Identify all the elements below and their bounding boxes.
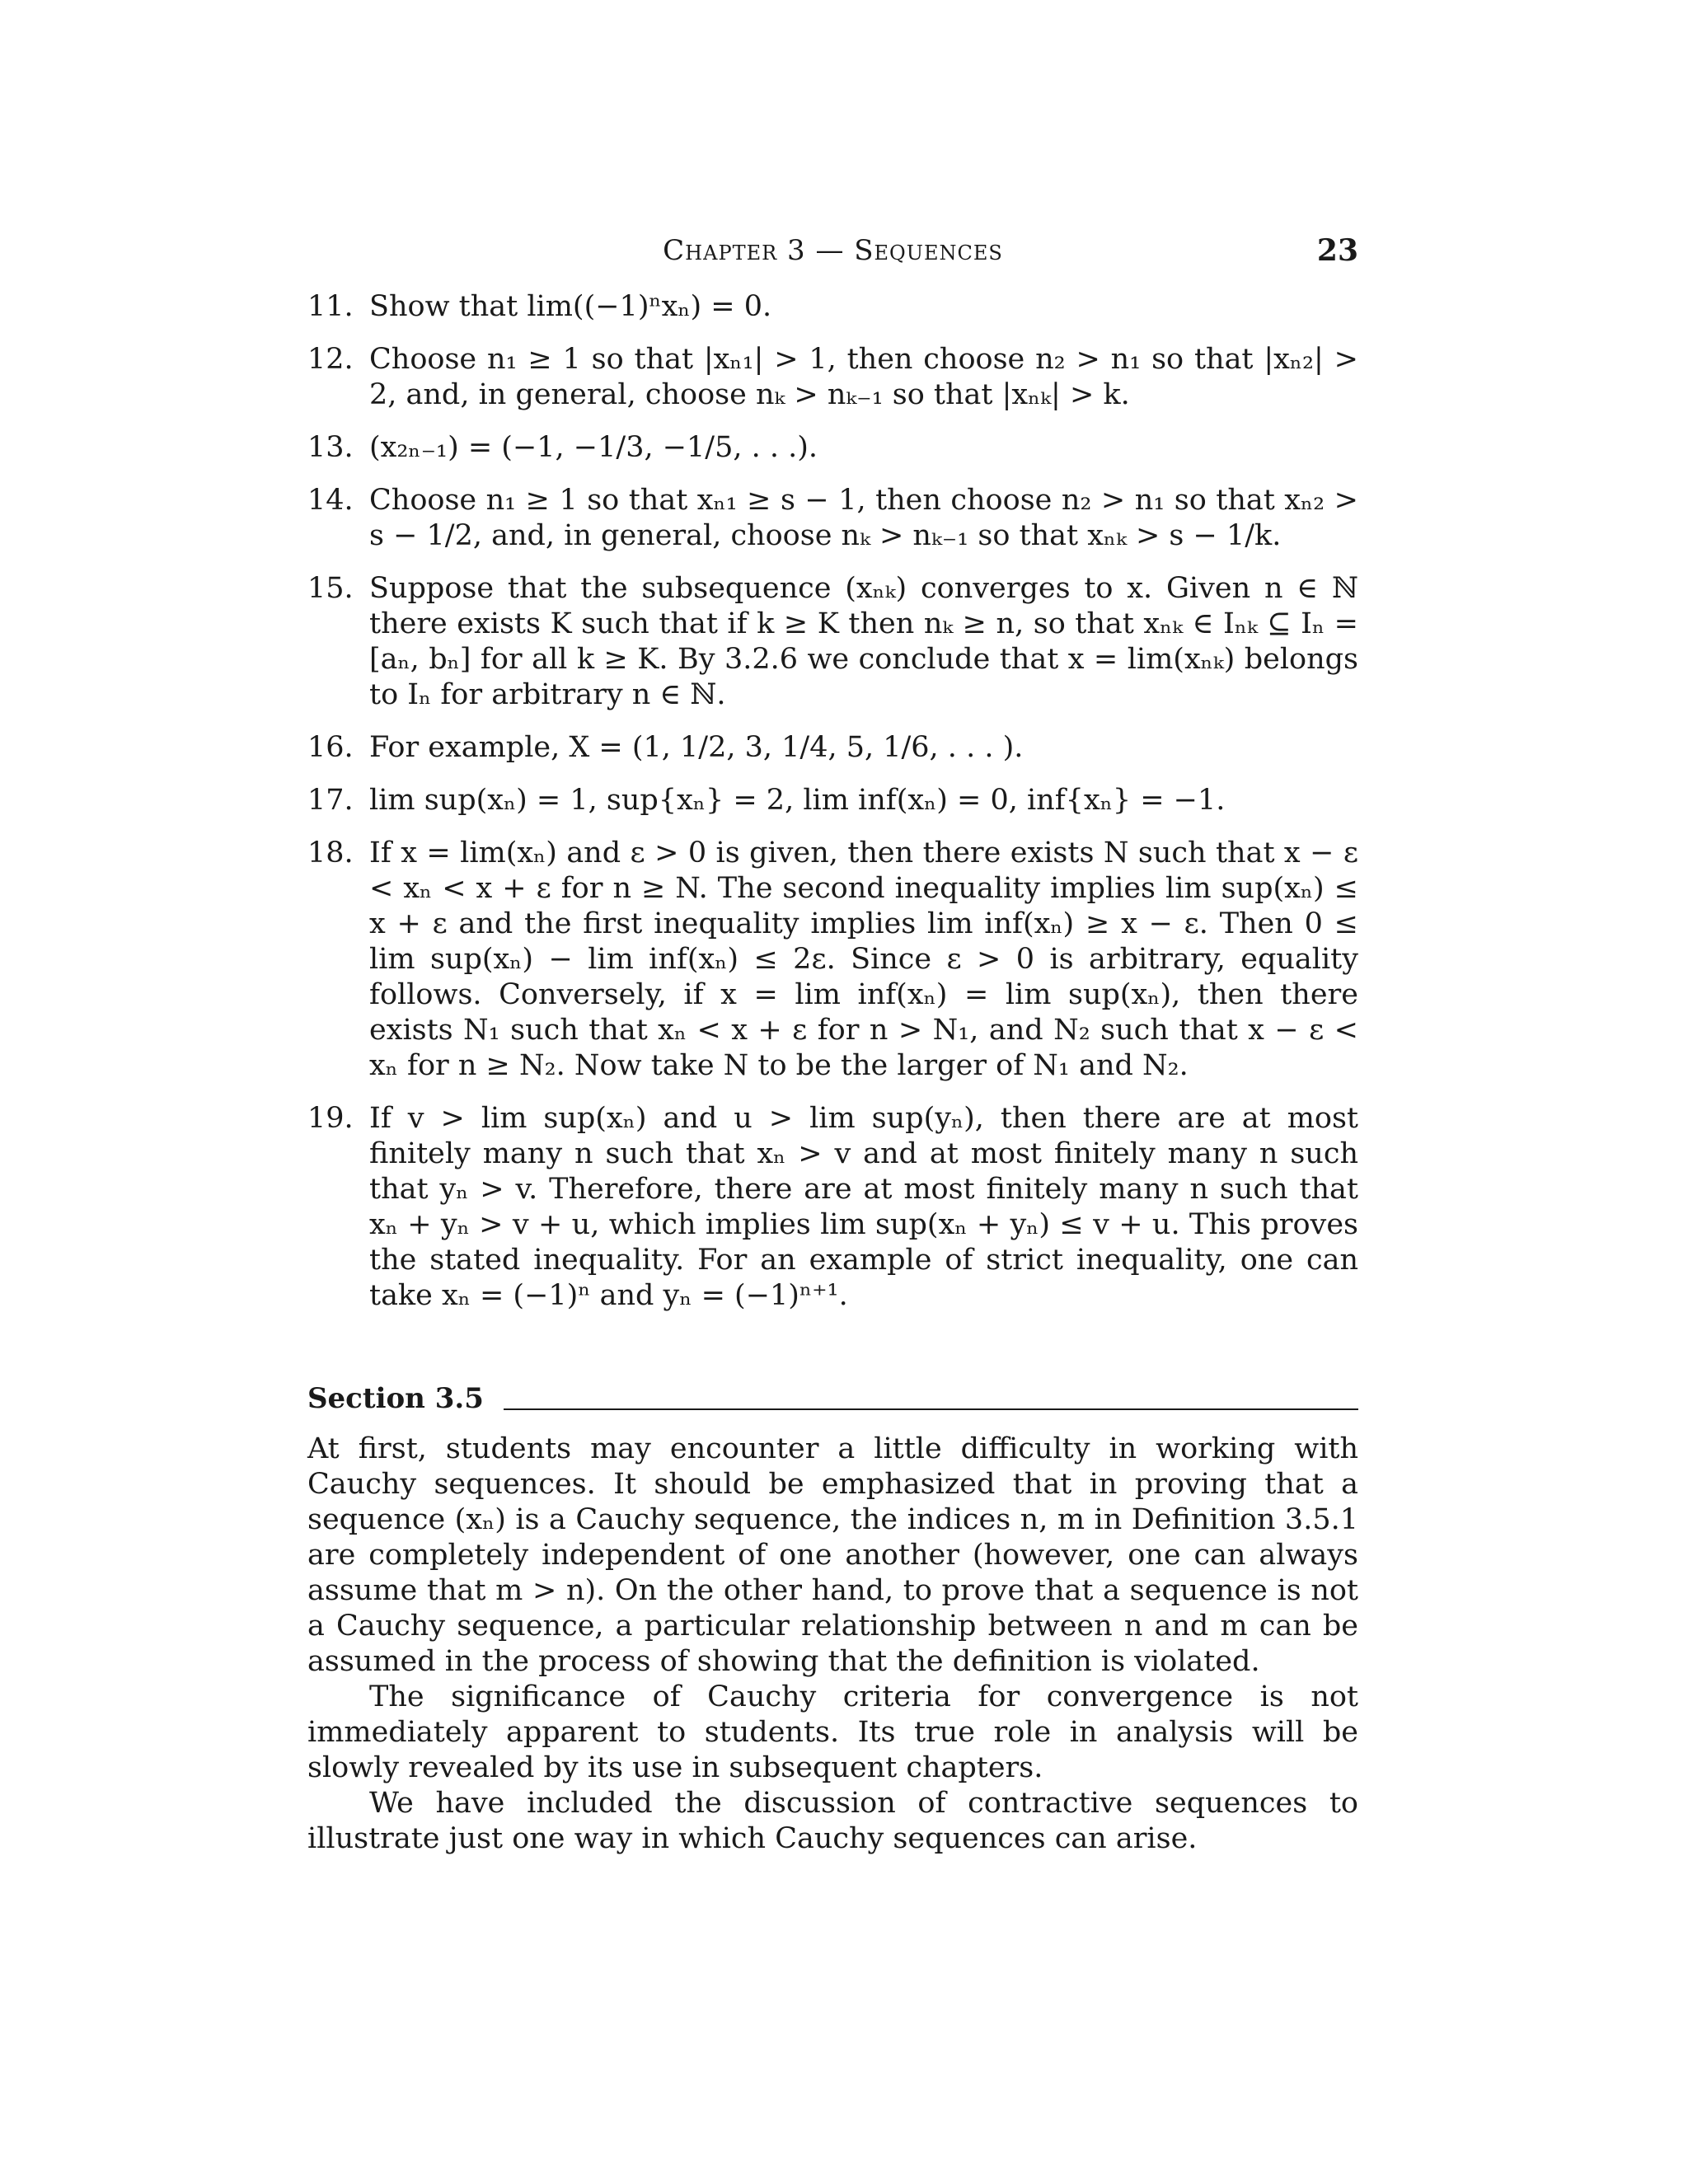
answer-list <box>307 289 1358 1314</box>
item-text: For example, X = (1, 1/2, 3, 1/4, 5, 1/6, . . . ). <box>369 731 1024 764</box>
item-number: 11. <box>307 290 354 323</box>
item-number: 17. <box>307 784 354 817</box>
item-number: 18. <box>307 837 354 869</box>
section-paragraph: At first, students may encounter a little difficulty in working with Cauchy sequences. It should be emphasized that in proving that a sequence (xₙ) is a Cauchy sequence, the indices n, m in Definition 3.5.1 are completely independent of one another (however, one can always assume that m > n). On the other hand, to prove that a sequence is not a Cauchy sequence, a particular relationship between n and m can be assumed in the process of showing that the definition is violated. <box>307 1432 1358 1678</box>
item-text: If v > lim sup(xₙ) and u > lim sup(yₙ), then there are at most finitely many n such that xₙ > v and at most finitely many n such that yₙ > v. Therefore, there are at most finitely many n such that xₙ + yₙ > v + u, which implies lim sup(xₙ + yₙ) ≤ v + u. This proves the stated inequality. For an example of strict inequality, one can take xₙ = (−1)ⁿ and yₙ = (−1)ⁿ⁺¹. <box>369 1102 1358 1312</box>
list-item <box>307 1101 1358 1314</box>
running-title: Chapter 3 — Sequences <box>663 234 1003 267</box>
section-title: Section 3.5 <box>307 1382 484 1415</box>
list-item <box>307 483 1358 554</box>
section-rule <box>504 1408 1358 1410</box>
list-item <box>307 289 1358 325</box>
item-text: Suppose that the subsequence (xₙₖ) converges to x. Given n ∈ ℕ there exists K such that if k ≥ K then nₖ ≥ n, so that xₙₖ ∈ Iₙₖ ⊆ Iₙ = [aₙ, bₙ] for all k ≥ K. By 3.2.6 we conclude that x = lim(xₙₖ) belongs to Iₙ for arbitrary n ∈ ℕ. <box>369 572 1358 711</box>
list-item <box>307 783 1358 818</box>
item-text: If x = lim(xₙ) and ε > 0 is given, then there exists N such that x − ε < xₙ < x + ε for n ≥ N. The second inequality implies lim sup(xₙ) ≤ x + ε and the first inequality implies lim inf(xₙ) ≥ x − ε. Then 0 ≤ lim sup(xₙ) − lim inf(xₙ) ≤ 2ε. Since ε > 0 is arbitrary, equality follows. Conversely, if x = lim inf(xₙ) = lim sup(xₙ), then there exists N₁ such that xₙ < x + ε for n > N₁, and N₂ such that x − ε < xₙ for n ≥ N₂. Now take N to be the larger of N₁ and N₂. <box>369 837 1358 1082</box>
list-item <box>307 430 1358 466</box>
item-number: 15. <box>307 572 354 605</box>
item-text: Show that lim((−1)ⁿxₙ) = 0. <box>369 290 772 323</box>
item-text: Choose n₁ ≥ 1 so that |xₙ₁| > 1, then choose n₂ > n₁ so that |xₙ₂| > 2, and, in general, choose nₖ > nₖ₋₁ so that |xₙₖ| > k. <box>369 343 1358 411</box>
document-page <box>307 233 1358 1857</box>
section-paragraph: The significance of Cauchy criteria for convergence is not immediately apparent to students. Its true role in analysis will be slowly revealed by its use in subsequent chapters. <box>307 1680 1358 1784</box>
list-item <box>307 836 1358 1084</box>
item-number: 16. <box>307 731 354 764</box>
item-text: Choose n₁ ≥ 1 so that xₙ₁ ≥ s − 1, then choose n₂ > n₁ so that xₙ₂ > s − 1/2, and, in general, choose nₖ > nₖ₋₁ so that xₙₖ > s − 1/k. <box>369 484 1358 552</box>
list-item <box>307 730 1358 766</box>
list-item <box>307 342 1358 413</box>
page-number: 23 <box>1316 233 1358 268</box>
item-number: 12. <box>307 343 354 376</box>
section-paragraph: We have included the discussion of contractive sequences to illustrate just one way in which Cauchy sequences can arise. <box>307 1787 1358 1855</box>
item-number: 19. <box>307 1102 354 1135</box>
page-header <box>307 233 1358 276</box>
item-number: 13. <box>307 431 354 464</box>
item-number: 14. <box>307 484 354 517</box>
item-text: lim sup(xₙ) = 1, sup{xₙ} = 2, lim inf(xₙ) = 0, inf{xₙ} = −1. <box>369 784 1226 817</box>
section-heading <box>307 1381 1358 1417</box>
list-item <box>307 571 1358 713</box>
item-text: (x₂ₙ₋₁) = (−1, −1/3, −1/5, . . .). <box>369 431 818 464</box>
